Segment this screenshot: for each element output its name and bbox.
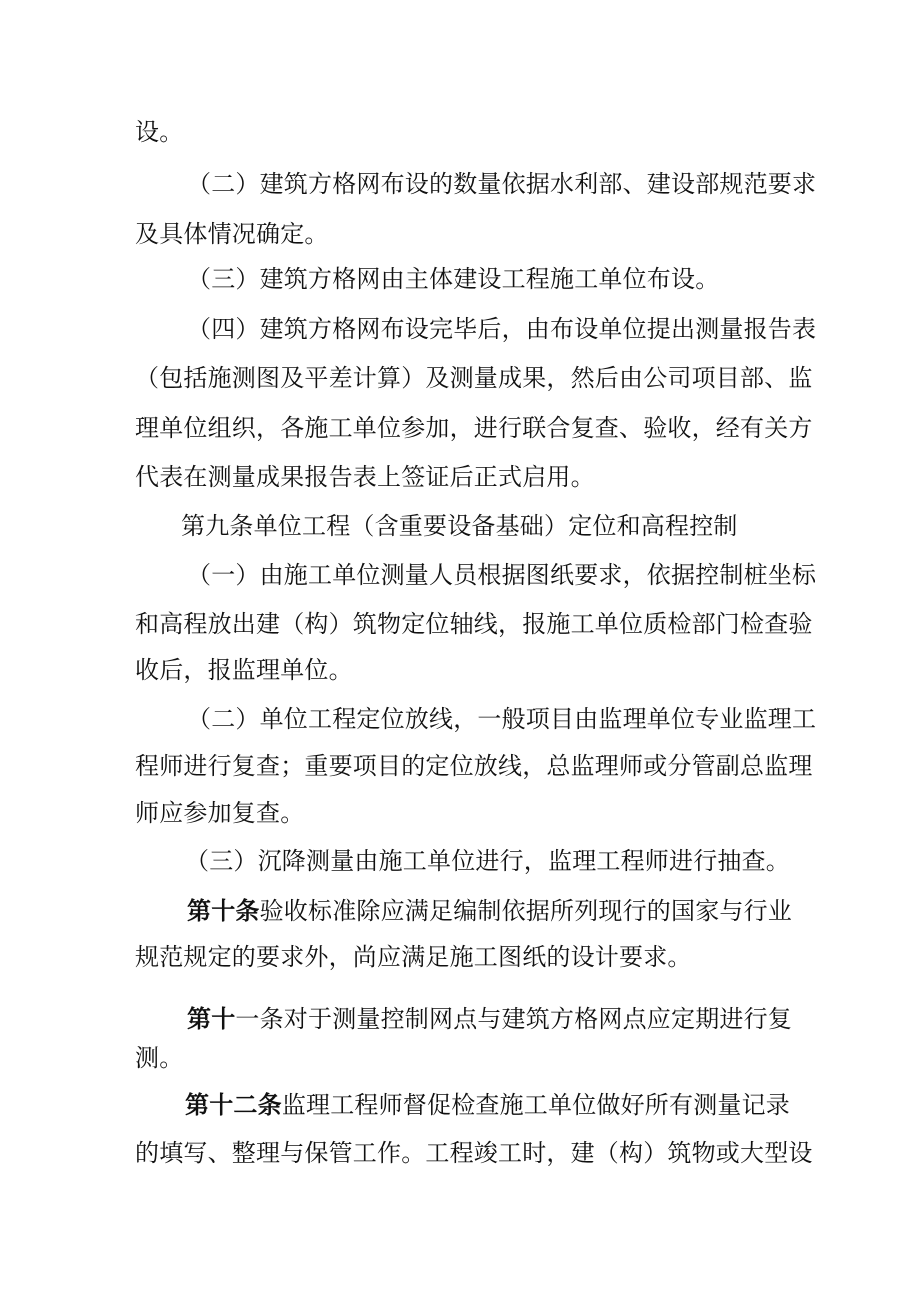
article-10-line xyxy=(0,895,920,927)
article-10-text: 验收标准除应满足编制依据所列现行的国家与行业 xyxy=(259,897,793,925)
article-12-text: 监理工程师督促检查施工单位做好所有测量记录 xyxy=(281,1091,791,1119)
paragraph-line: （二）单位工程定位放线，一般项目由监理单位专业监理工 xyxy=(187,705,817,733)
paragraph-line: （一）由施工单位测量人员根据图纸要求，依据控制桩坐标 xyxy=(187,561,817,589)
paragraph-line: 收后，报监理单位。 xyxy=(135,656,353,684)
paragraph-line: 理单位组织，各施工单位参加，进行联合复查、验收，经有关方 xyxy=(135,414,813,442)
paragraph-line: 设。 xyxy=(135,118,184,146)
paragraph-line: （三）沉降测量由施工单位进行，监理工程师进行抽查。 xyxy=(185,847,790,875)
paragraph-line: 的填写、整理与保管工作。工程竣工时，建（构）筑物或大型设 xyxy=(135,1139,813,1167)
paragraph-line: 代表在测量成果报告表上签证后正式启用。 xyxy=(135,463,595,491)
article-12-line xyxy=(0,1089,920,1121)
paragraph-line: 程师进行复查；重要项目的定位放线，总监理师或分管副总监理 xyxy=(135,752,813,780)
article-heading: 第九条单位工程（含重要设备基础）定位和高程控制 xyxy=(181,512,738,540)
article-11-line xyxy=(0,1003,920,1035)
paragraph-line: （二）建筑方格网布设的数量依据水利部、建设部规范要求 xyxy=(187,170,817,198)
article-12-label: 第十二条 xyxy=(185,1091,282,1119)
article-10-label: 第十条 xyxy=(187,897,260,925)
paragraph-line: 规范规定的要求外，尚应满足施工图纸的设计要求。 xyxy=(135,943,692,971)
paragraph-line: 及具体情况确定。 xyxy=(135,220,329,248)
paragraph-line: 和高程放出建（构）筑物定位轴线，报施工单位质检部门检查验 xyxy=(135,610,813,638)
paragraph-line: （包括施测图及平差计算）及测量成果，然后由公司项目部、监 xyxy=(135,364,813,392)
paragraph-line: （三）建筑方格网由主体建设工程施工单位布设。 xyxy=(187,265,720,293)
paragraph-line: 测。 xyxy=(135,1044,184,1072)
paragraph-line: 师应参加复查。 xyxy=(135,799,305,827)
article-11-text: 一条对于测量控制网点与建筑方格网点应定期进行复 xyxy=(235,1005,793,1033)
article-11-label: 第十 xyxy=(187,1005,236,1033)
paragraph-line: （四）建筑方格网布设完毕后，由布设单位提出测量报告表 xyxy=(187,315,817,343)
